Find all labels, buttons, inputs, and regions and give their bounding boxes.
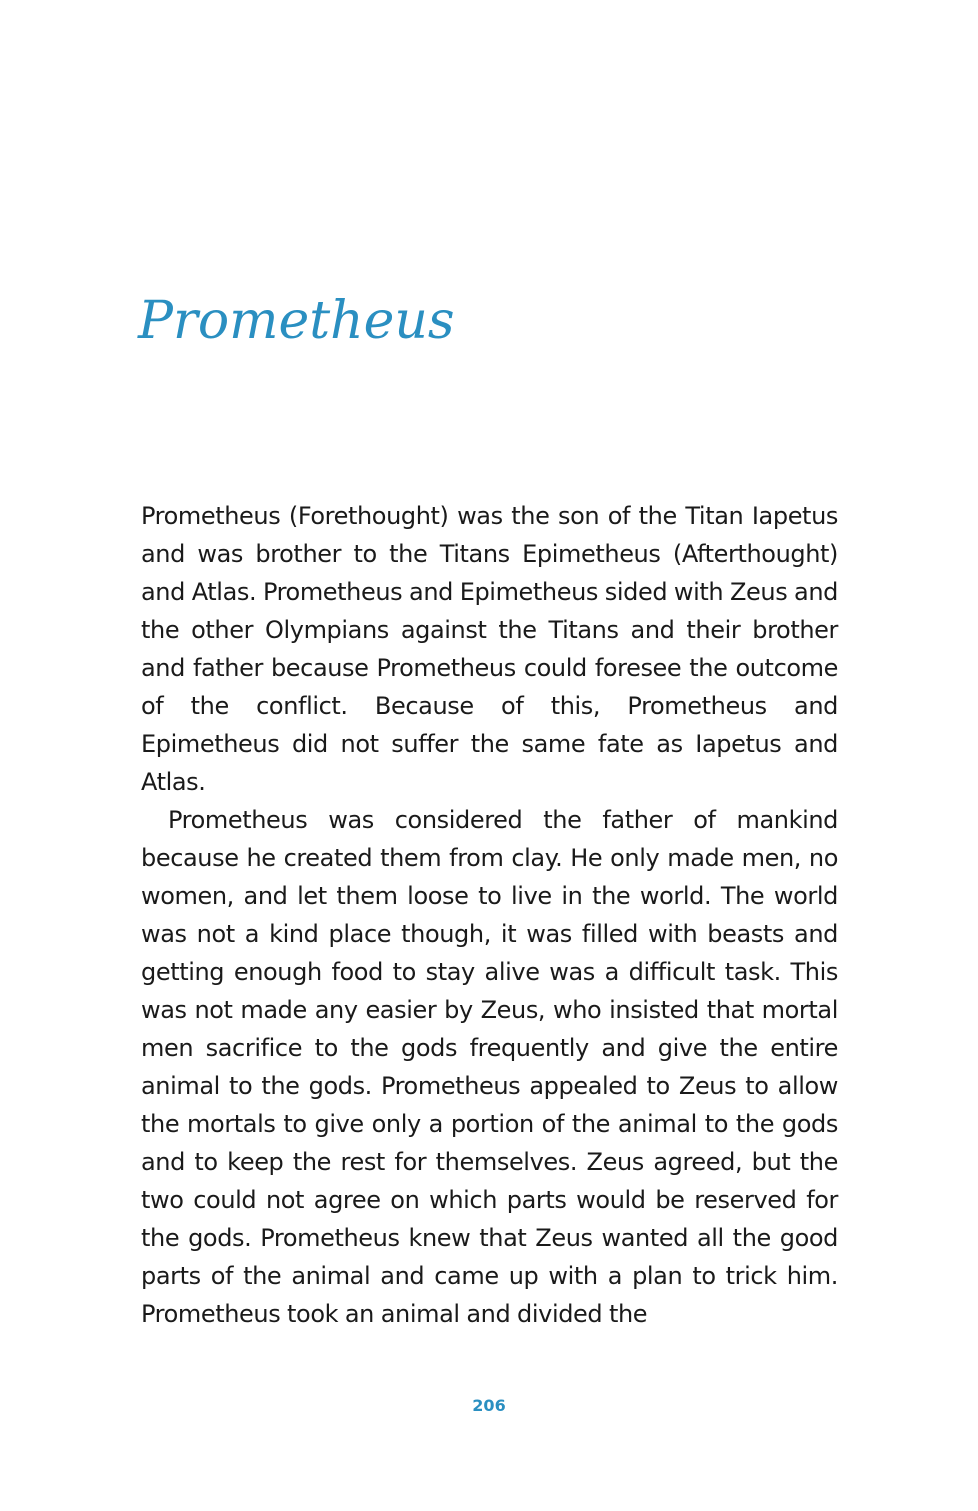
body-text	[141, 497, 838, 1333]
paragraph: Prometheus was considered the father of mankind because he created them from clay. He only made men, no women, and let them loose to live in the world. The world was not a kind place though, it was filled with beasts and getting enough food to stay alive was a difficult task. This was not made any easier by Zeus, who insisted that mortal men sacrifice to the gods frequently and give the entire animal to the gods. Prometheus appealed to Zeus to allow the mortals to give only a portion of the animal to the gods and to keep the rest for themselves. Zeus agreed, but the two could not agree on which parts would be reserved for the gods. Prometheus knew that Zeus wanted all the good parts of the animal and came up with a plan to trick him. Prometheus took an animal and divided the	[141, 806, 838, 1328]
chapter-title: Prometheus	[138, 291, 455, 351]
page-number: 206	[472, 1396, 506, 1415]
paragraph: Prometheus (Forethought) was the son of the Titan Iapetus and was brother to the Titans Epimetheus (Afterthought) and Atlas. Prometheus and Epimetheus sided with Zeus and the other Olympians against the Titans and their brother and father because Prometheus could foresee the outcome of the conflict. Because of this, Prometheus and Epimetheus did not suffer the same fate as Iapetus and Atlas.	[141, 502, 838, 796]
